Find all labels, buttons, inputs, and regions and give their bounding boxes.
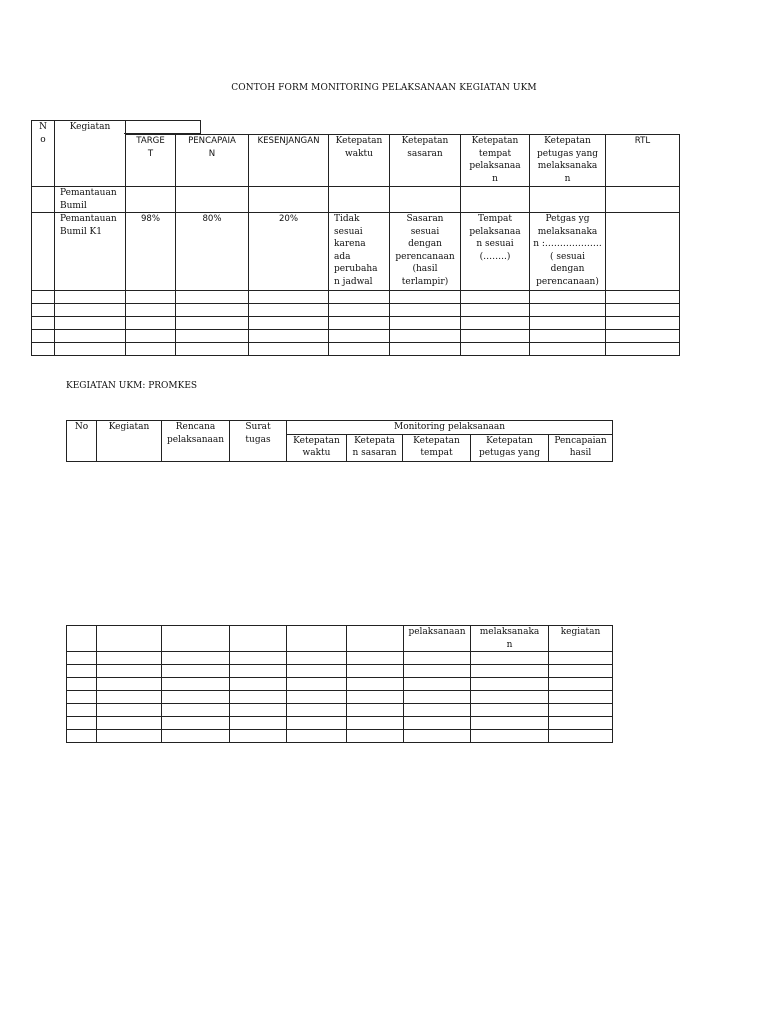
t3-header-pelaksanaan: pelaksanaan xyxy=(404,626,471,652)
header-ketepatan-tempat: Ketepatan tempat pelaksanaa n xyxy=(461,135,530,187)
row2-petugas: Petgas yg melaksanaka n :………………. ( sesuai dengan perencanaan) xyxy=(530,213,606,291)
table-row xyxy=(67,678,613,691)
kegiatan-header-box xyxy=(124,120,201,134)
header-kegiatan: Kegiatan xyxy=(55,121,126,187)
t3-header-melaksanakan: melaksanaka n xyxy=(471,626,549,652)
row2-pencapaian: 80% xyxy=(176,213,249,291)
monitoring-table-1 xyxy=(31,120,680,356)
t2-header-tempat: Ketepatan tempat xyxy=(403,434,471,461)
table-row xyxy=(67,691,613,704)
t2-header-kegiatan: Kegiatan xyxy=(97,421,162,462)
row2-kesenjangan: 20% xyxy=(249,213,329,291)
table-row xyxy=(32,304,680,317)
row2-tempat: Tempat pelaksanaa n sesuai (……..) xyxy=(461,213,530,291)
t2-header-hasil: Pencapaian hasil xyxy=(549,434,613,461)
section-label: KEGIATAN UKM: PROMKES xyxy=(66,381,198,391)
t2-header-petugas: Ketepatan petugas yang xyxy=(471,434,549,461)
header-target: TARGE T xyxy=(126,135,176,187)
header-ketepatan-waktu: Ketepatan waktu xyxy=(329,135,390,187)
header-ketepatan-sasaran: Ketepatan sasaran xyxy=(390,135,461,187)
header-ketepatan-petugas: Ketepatan petugas yang melaksanaka n xyxy=(530,135,606,187)
t2-header-sasaran: Ketepata n sasaran xyxy=(347,434,403,461)
table-row xyxy=(67,665,613,678)
row2-target: 98% xyxy=(126,213,176,291)
header-rtl: RTL xyxy=(606,135,680,187)
t2-header-waktu: Ketepatan waktu xyxy=(287,434,347,461)
t3-header-kegiatan: kegiatan xyxy=(549,626,613,652)
table-row xyxy=(67,704,613,717)
t2-header-rencana: Rencana pelaksanaan xyxy=(162,421,230,462)
t2-header-surat: Surat tugas xyxy=(230,421,287,462)
table-row xyxy=(32,187,680,213)
header-pencapaian: PENCAPAIA N xyxy=(176,135,249,187)
page-title: CONTOH FORM MONITORING PELAKSANAAN KEGIATAN UKM xyxy=(231,83,537,93)
table-row xyxy=(67,730,613,743)
row2-sasaran: Sasaran sesuai dengan perencanaan (hasil terlampir) xyxy=(390,213,461,291)
continuation-table xyxy=(66,625,613,743)
row2-rtl xyxy=(606,213,680,291)
table-row xyxy=(32,317,680,330)
table-row xyxy=(32,291,680,304)
row1-kegiatan: Pemantauan Bumil xyxy=(55,187,126,213)
row2-kegiatan: Pemantauan Bumil K1 xyxy=(55,213,126,291)
promkes-table xyxy=(66,420,613,462)
header-kesenjangan: KESENJANGAN xyxy=(249,135,329,187)
row2-waktu: Tidak sesuai karena ada perubaha n jadwal xyxy=(329,213,390,291)
table-row xyxy=(32,330,680,343)
t2-header-monitoring: Monitoring pelaksanaan xyxy=(287,421,613,435)
table-row xyxy=(67,652,613,665)
t2-header-no: No xyxy=(67,421,97,462)
header-no: N o xyxy=(32,121,55,187)
table-row xyxy=(67,717,613,730)
table-row xyxy=(32,343,680,356)
table-row xyxy=(32,213,680,291)
